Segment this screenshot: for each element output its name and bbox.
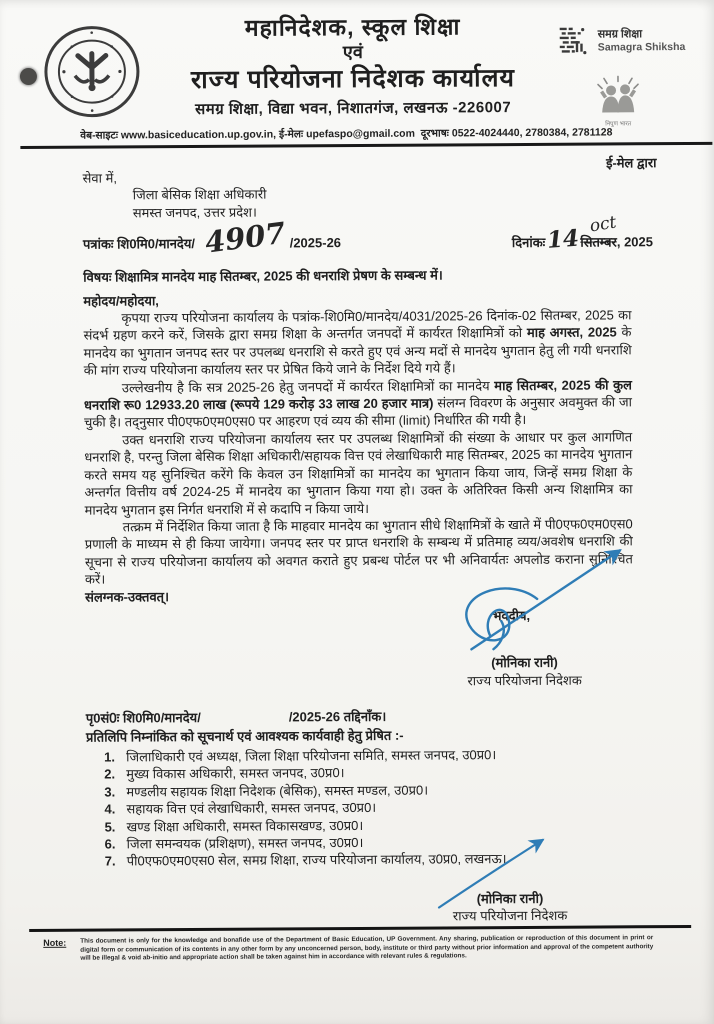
contact-line	[46, 125, 646, 143]
copy-recipient-list	[86, 745, 635, 870]
item-text: मण्डलीय सहायक शिक्षा निदेशक (बेसिक), समस्त मण्डल, उ0प्र0।	[126, 782, 429, 800]
samagra-shiksha-logo-icon	[558, 25, 592, 59]
footer-note	[43, 934, 653, 964]
item-text: मुख्य विकास अधिकारी, समस्त जनपद, उ0प्र0।	[126, 765, 345, 782]
signature-block-1	[419, 606, 629, 690]
date-month	[580, 212, 619, 252]
to-label: सेवा में,	[82, 170, 118, 186]
handwritten-month: oct	[588, 212, 619, 237]
header-divider	[20, 142, 712, 149]
item-text: खण्ड शिक्षा अधिकारी, समस्त विकासखण्ड, उ0प्र0।	[126, 817, 364, 835]
item-text: जिला समन्वयक (प्रशिक्षण), समस्त जनपद, उ0प्र0।	[126, 834, 364, 852]
email-address: upefaspo@gmail.com	[306, 127, 415, 141]
ref-suffix: /2025-26	[289, 235, 342, 251]
handwritten-ref-number: 4907	[203, 215, 288, 260]
signatory-designation: राज्य परियोजना निदेशक	[467, 672, 582, 689]
recipient-line1: जिला बेसिक शिक्षा अधिकारी	[132, 186, 267, 203]
org-title-line3: राज्य परियोजना निदेशक कार्यालय	[190, 64, 516, 95]
note-label: Note:	[43, 937, 67, 948]
phone-label: दूरभाषः	[420, 127, 449, 140]
samagra-shiksha-english: Samagra Shiksha	[597, 41, 686, 54]
date-label: दिनांकः	[511, 235, 546, 251]
handwritten-date-day: 14	[546, 224, 581, 255]
samagra-shiksha-logo	[558, 24, 686, 59]
salutation: महोदय/महोदया,	[83, 292, 159, 309]
phone-numbers: 0522-4024440, 2780384, 2781128	[451, 126, 613, 140]
closing-word: भवदीय,	[492, 607, 531, 624]
struck-month: सितम्बर	[580, 234, 617, 250]
date-line	[511, 212, 654, 255]
samagra-shiksha-logo-text	[598, 28, 686, 55]
signatory-name-2: (मोनिका रानी)	[476, 890, 544, 907]
web-label: वेब-साइटः	[80, 129, 118, 142]
copy-reference-line	[86, 706, 634, 727]
blank-number-gap	[201, 722, 289, 723]
item-number: 1.	[104, 749, 116, 765]
org-title-line2: एवं	[342, 42, 363, 63]
website-url: www.basiceducation.up.gov.in,	[120, 128, 277, 142]
item-text: पी0एफ0एम0एस0 सेल, समग्र शिक्षा, राज्य परियोजना कार्यालय, उ0प्र0, लखनऊ।	[126, 851, 507, 869]
nipun-bharat-logo	[586, 74, 650, 127]
copy-heading: प्रतिलिपि निम्नांकित को सूचनार्थ एवं आवश्यक कार्यवाही हेतु प्रेषित :-	[85, 727, 404, 745]
signatory-designation-2: राज्य परियोजना निदेशक	[452, 907, 568, 924]
nipun-bharat-logo-icon	[592, 74, 644, 116]
paragraph-4: तत्क्रम में निर्देशित किया जाता है कि माहवार मानदेय का भुगतान सीधे शिक्षामित्रों के खाते में पी0एफ0एम0एस0 प्रणाली के माध्यम से ही किया जायेगा। जनपद स्तर पर प्राप्त धनराशि के सम्बन्ध में प्रतिमाह व्यय/अवशेष धनराशि की सूचना से राज्य परियोजना कार्यालय को अवगत कराते हुए प्रबन्ध पोर्टल पर भी अनिवार्यतः अपलोड कराना सुनिश्चित करें।	[84, 516, 633, 587]
paragraph-1: कृपया राज्य परियोजना कार्यालय के पत्रांक-शि0मि0/मानदेय/4031/2025-26 दिनांक-02 सितम्बर, 2025 का संदर्भ ग्रहण करने करें, जिसके द्वारा समग्र शिक्षा के अन्तर्गत जनपदों में कार्यरत शिक्षामित्रों को माह अगस्त, 2025 के मानदेय का भुगतान जनपद स्तर पर उपलब्ध धनराशि से करते हुए एवं अन्य मदों से मानदेय भुगतान हेतु ली गयी धनराशि की मांग राज्य परियोजना कार्यालय स्तर पर प्रेषित किये जाने के निर्देश दिये गये हैं।	[83, 307, 632, 378]
paragraph-3: उक्त धनराशि राज्य परियोजना कार्यालय स्तर पर उपलब्ध शिक्षामित्रों की संख्या के आधार पर कुल आगणित धनराशि है, परन्तु जिला बेसिक शिक्षा अधिकारी/सहायक वित्त एवं लेखाधिकारी माह सितम्बर, 2025 का मानदेय भुगतान करते समय यह सुनिश्चित करेंगे कि केवल उन शिक्षामित्रों का मानदेय का भुगतान किया जाय, जिन्हें समग्र शिक्षा के अन्तर्गत वित्तीय वर्ष 2024-25 में मानदेय का भुगतान किया गया हो। उक्त के अतिरिक्त किसी अन्य शिक्षामित्र का मानदेय भुगतान इस निर्गत धनराशि में से कदापि न किया जाये।	[84, 429, 633, 518]
samagra-shiksha-hindi: समग्र शिक्षा	[597, 27, 643, 41]
item-number: 2.	[104, 766, 116, 782]
item-number: 3.	[104, 784, 116, 800]
org-address: समग्र शिक्षा, विद्या भवन, निशातगंज, लखनऊ -226007	[195, 98, 512, 118]
copy-ref-prefix: पृ0सं0ः शि0मि0/मानदेय/	[85, 710, 201, 726]
email-via-note: ई-मेल द्वारा	[605, 155, 657, 171]
letterhead-titles	[128, 13, 579, 119]
signatory-name: (मोनिका रानी)	[491, 655, 558, 671]
item-number: 6.	[104, 836, 116, 852]
subject-line: विषयः शिक्षामित्र मानदेय माह सितम्बर, 2025 की धनराशि प्रेषण के सम्बन्ध में।	[83, 267, 443, 285]
ref-prefix: पत्रांकः शि0मि0/मानदेय/	[82, 236, 196, 252]
item-text: जिलाधिकारी एवं अध्यक्ष, जिला शिक्षा परियोजना समिति, समस्त जनपद, उ0प्र0।	[126, 747, 497, 765]
note-text: This document is only for the knowledge and bonafide use of the Department of Basic Education, UP Government. Any sharing, publication or reproduction of this document in print or digital form or communication of its contents in any other form by any unconcerned person, body, institute or third party without prior information and approval of the competent authority will be illegal & void ab-initio and appropriate action shall be taken against him in accordance with relevant rules & regulations.	[80, 934, 654, 962]
reference-number	[82, 215, 342, 260]
nipun-bharat-caption: निपुण भारत	[605, 121, 632, 128]
paragraph-2: उल्लेखनीय है कि सत्र 2025-26 हेतु जनपदों में कार्यरत शिक्षामित्रों का मानदेय माह सितम्बर, 2025 की कुल धनराशि रू0 12933.20 लाख (रूपये 129 करोड़ 33 लाख 20 हजार मात्र) संलग्न विवरण के अनुसार अवमुक्त की जा चुकी है। तद्नुसार पी0एफ0एम0एस0 पर आहरण एवं व्यय की सीमा (limit) निर्धारित की गयी है।	[83, 376, 633, 431]
item-number: 7.	[104, 853, 116, 869]
punch-hole	[20, 68, 37, 85]
copy-item-7	[105, 850, 635, 871]
item-text: सहायक वित्त एवं लेखाधिकारी, समस्त जनपद, उ0प्र0।	[126, 800, 377, 817]
date-year: , 2025	[616, 234, 654, 250]
item-number: 5.	[104, 819, 116, 835]
email-label: ई-मेलः	[278, 128, 304, 141]
copy-ref-suffix: /2025-26 तद्दिनाँक।	[288, 708, 387, 725]
letter-body	[82, 166, 654, 927]
recipient-line2: समस्त जनपद, उत्तर प्रदेश।	[132, 204, 257, 221]
org-title-line1: महानिदेशक, स्कूल शिक्षा	[244, 13, 461, 41]
enclosure-line: संलग्नक-उक्तवत्।	[85, 588, 170, 605]
signature-block-2	[395, 889, 625, 925]
item-number: 4.	[104, 801, 116, 817]
